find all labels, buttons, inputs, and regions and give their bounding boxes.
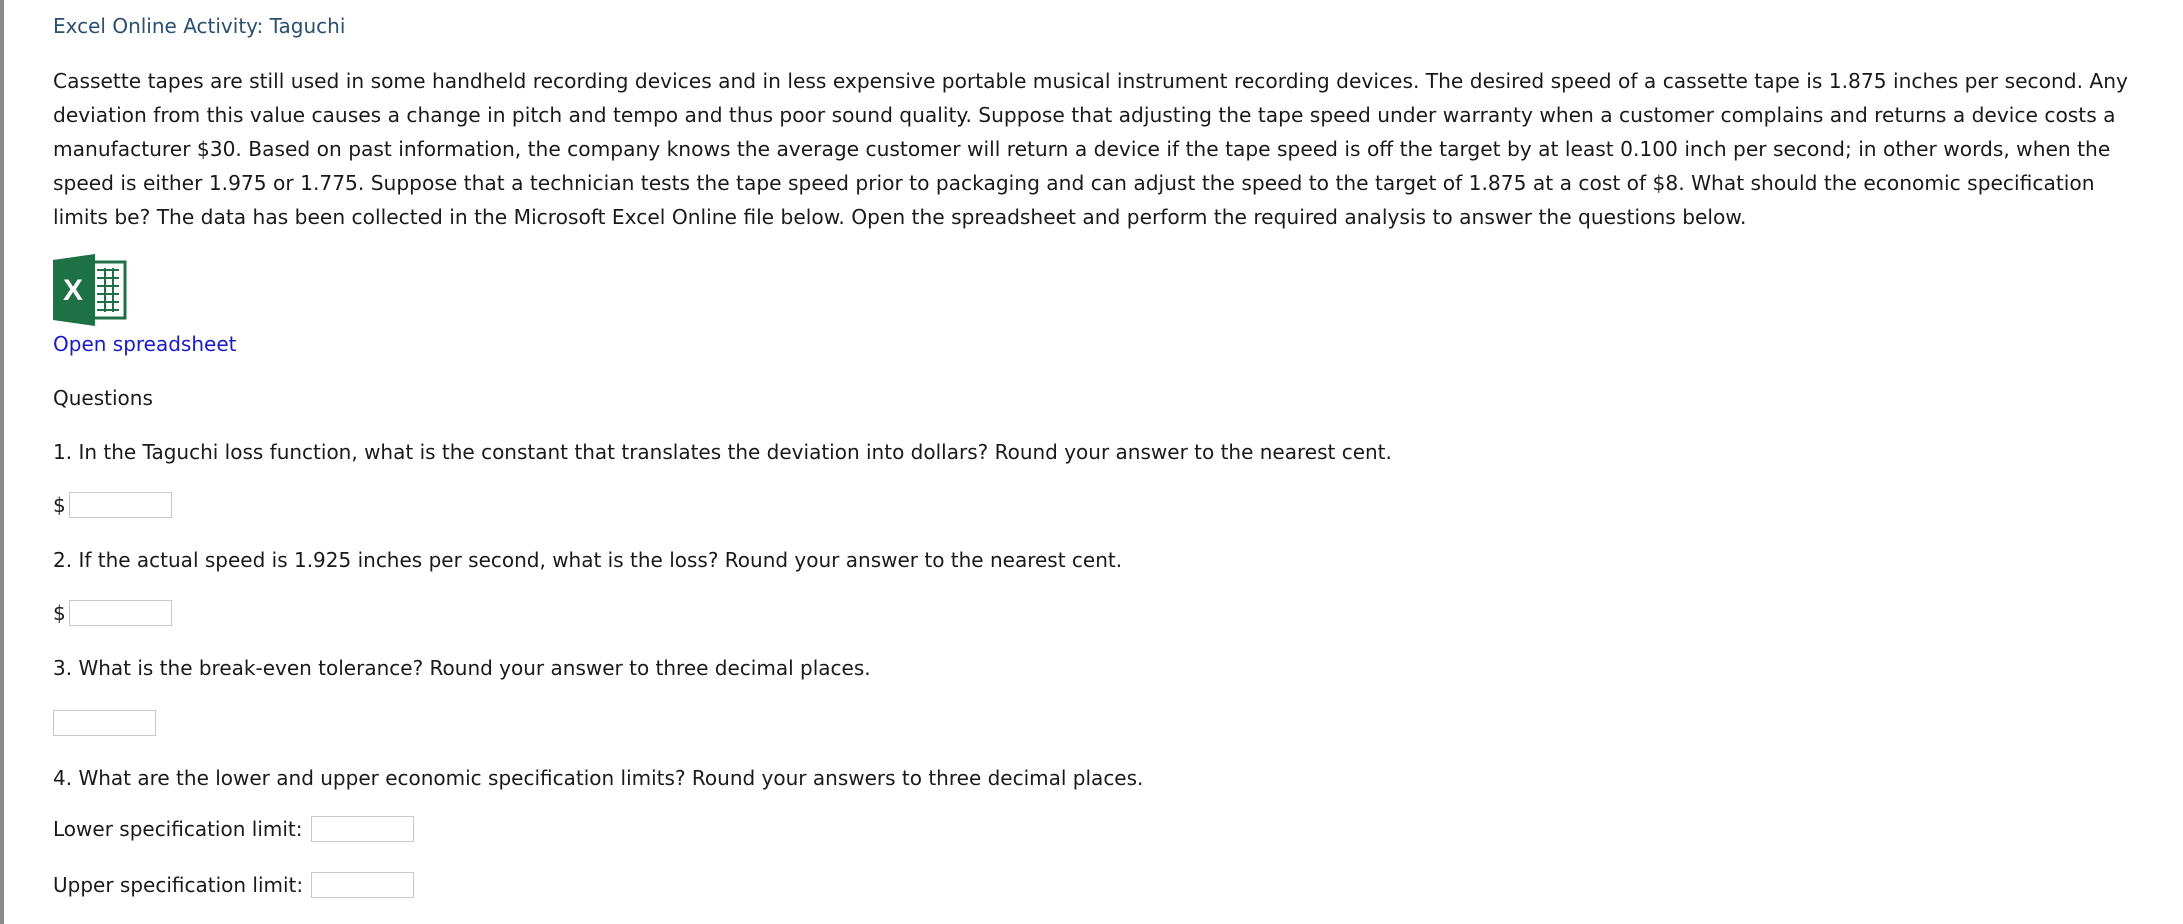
question-2-answer-input[interactable] (69, 600, 172, 626)
questions-heading: Questions (53, 386, 153, 410)
upper-limit-input[interactable] (311, 872, 414, 898)
activity-title: Excel Online Activity: Taguchi (53, 14, 346, 38)
page-left-border (0, 0, 4, 924)
lower-limit-label: Lower specification limit: (53, 817, 303, 841)
question-1-currency-symbol: $ (53, 493, 66, 517)
question-3-answer-input[interactable] (53, 710, 156, 736)
question-3-answer-row (53, 710, 156, 736)
question-1-text: 1. In the Taguchi loss function, what is the constant that translates the deviation into dollars? Round your answer to the nearest cent. (53, 440, 1392, 464)
excel-icon[interactable] (53, 254, 129, 326)
upper-limit-row (53, 872, 414, 898)
question-1-answer-row (53, 492, 172, 518)
lower-limit-row (53, 816, 414, 842)
lower-limit-input[interactable] (311, 816, 414, 842)
upper-limit-label: Upper specification limit: (53, 873, 304, 897)
question-2-text: 2. If the actual speed is 1.925 inches per second, what is the loss? Round your answer to the nearest cent. (53, 548, 1123, 572)
problem-statement: Cassette tapes are still used in some handheld recording devices and in less expensive portable musical instrument recording devices. The desired speed of a cassette tape is 1.875 inches per second. Any deviation from this value causes a change in pitch and tempo and thus poor sound quality. Suppose that adjusting the tape speed under warranty when a customer complains and returns a device costs a manufacturer $30. Based on past information, the company knows the average customer will return a device if the tape speed is off the target by at least 0.100 inch per second; in other words, when the speed is either 1.975 or 1.775. Suppose that a technician tests the tape speed prior to packaging and can adjust the speed to the target of 1.875 at a cost of $8. What should the economic specification limits be? The data has been collected in the Microsoft Excel Online file below. Open the spreadsheet and perform the required analysis to answer the questions below. (53, 69, 2128, 229)
question-3-text: 3. What is the break-even tolerance? Round your answer to three decimal places. (53, 656, 871, 680)
question-2-answer-row (53, 600, 172, 626)
question-1-answer-input[interactable] (69, 492, 172, 518)
excel-icon-letter: X (62, 274, 84, 307)
question-2-currency-symbol: $ (53, 601, 66, 625)
question-4-text: 4. What are the lower and upper economic specification limits? Round your answers to three decimal places. (53, 766, 1144, 790)
open-spreadsheet-link[interactable]: Open spreadsheet (53, 332, 237, 356)
